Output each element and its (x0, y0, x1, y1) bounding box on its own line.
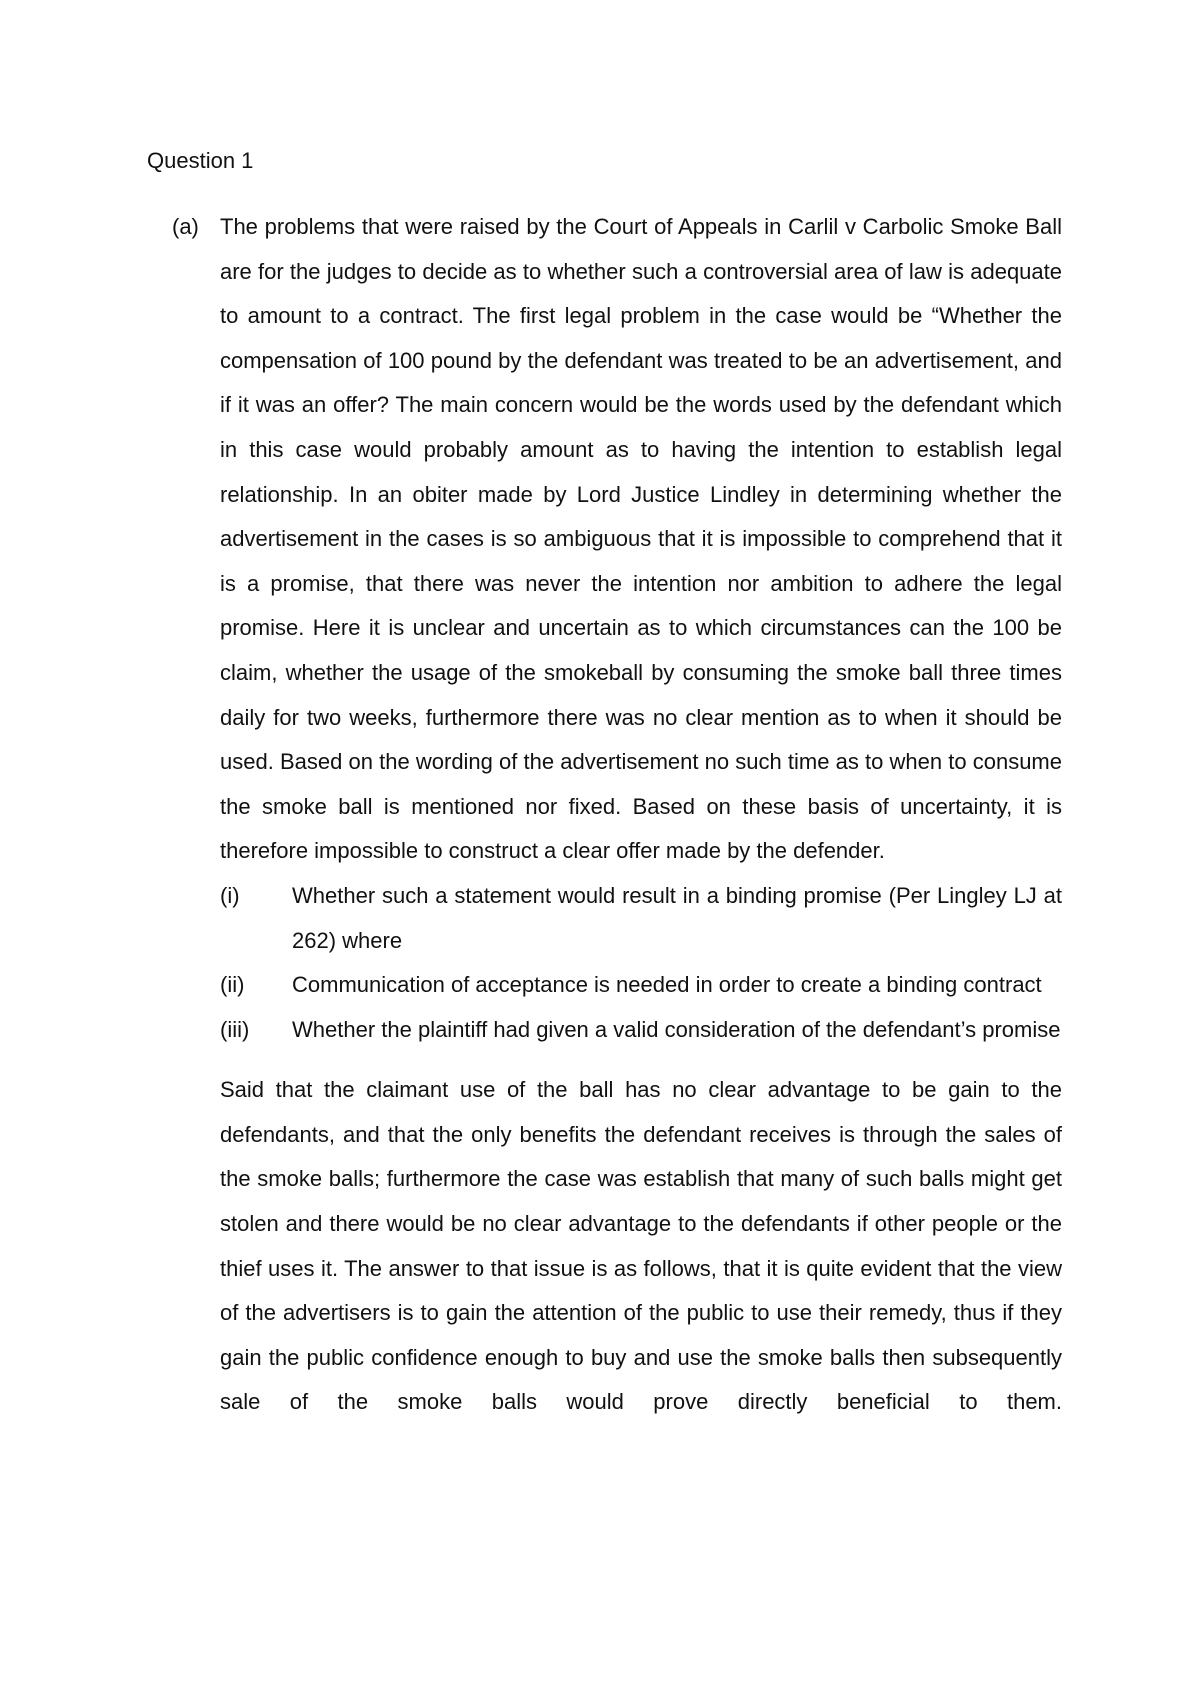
part-a-marker: (a) (172, 214, 199, 239)
followup-paragraph: Said that the claimant use of the ball has no clear advantage to be gain to the defendants, and that the only benefits the defendant receives is through the sales of the smoke balls; furthermore the case was establish that many of such balls might get stolen and there would be no clear advantage to the defendants if other people or the thief uses it. The answer to that issue is as follows, that it is quite evident that the view of the advertisers is to gain the attention of the public to use their remedy, thus if they gain the public confidence enough to buy and use the smoke balls then subsequently sale of the smoke balls would prove directly beneficial to them. (220, 1077, 1062, 1415)
issue-list (220, 874, 1062, 1052)
issue-item-iii (220, 1008, 1062, 1053)
issue-text: Communication of acceptance is needed in order to create a binding contract (292, 972, 1042, 998)
issue-text: Whether the plaintiff had given a valid consideration of the defendant’s promise (292, 1016, 1061, 1042)
answer-section (172, 205, 1062, 1425)
issue-marker: (i) (220, 882, 240, 908)
issue-marker: (iii) (220, 1016, 250, 1042)
issue-item-ii (220, 963, 1062, 1008)
question-heading: Question 1 (147, 148, 254, 173)
issue-text: Whether such a statement would result in a binding promise (Per Lingley LJ at 262) where (292, 882, 1062, 953)
part-a (172, 205, 1062, 1425)
issue-item-i (220, 874, 1062, 963)
issue-marker: (ii) (220, 972, 245, 998)
part-a-paragraph: The problems that were raised by the Court of Appeals in Carlil v Carbolic Smoke Ball are for the judges to decide as to whether such a controversial area of law is adequate to amount to a contract. The first legal problem in the case would be “Whether the compensation of 100 pound by the defendant was treated to be an advertisement, and if it was an offer? The main concern would be the words used by the defendant which in this case would probably amount as to having the intention to establish legal relationship. In an obiter made by Lord Justice Lindley in determining whether the advertisement in the cases is so ambiguous that it is impossible to comprehend that it is a promise, that there was never the intention nor ambition to adhere the legal promise. Here it is unclear and uncertain as to which circumstances can the 100 be claim, whether the usage of the smokeball by consuming the smoke ball three times daily for two weeks, furthermore there was no clear mention as to when it should be used. Based on the wording of the advertisement no such time as to when to consume the smoke ball is mentioned nor fixed. Based on these basis of uncertainty, it is therefore impossible to construct a clear offer made by the defender. (220, 214, 1062, 864)
